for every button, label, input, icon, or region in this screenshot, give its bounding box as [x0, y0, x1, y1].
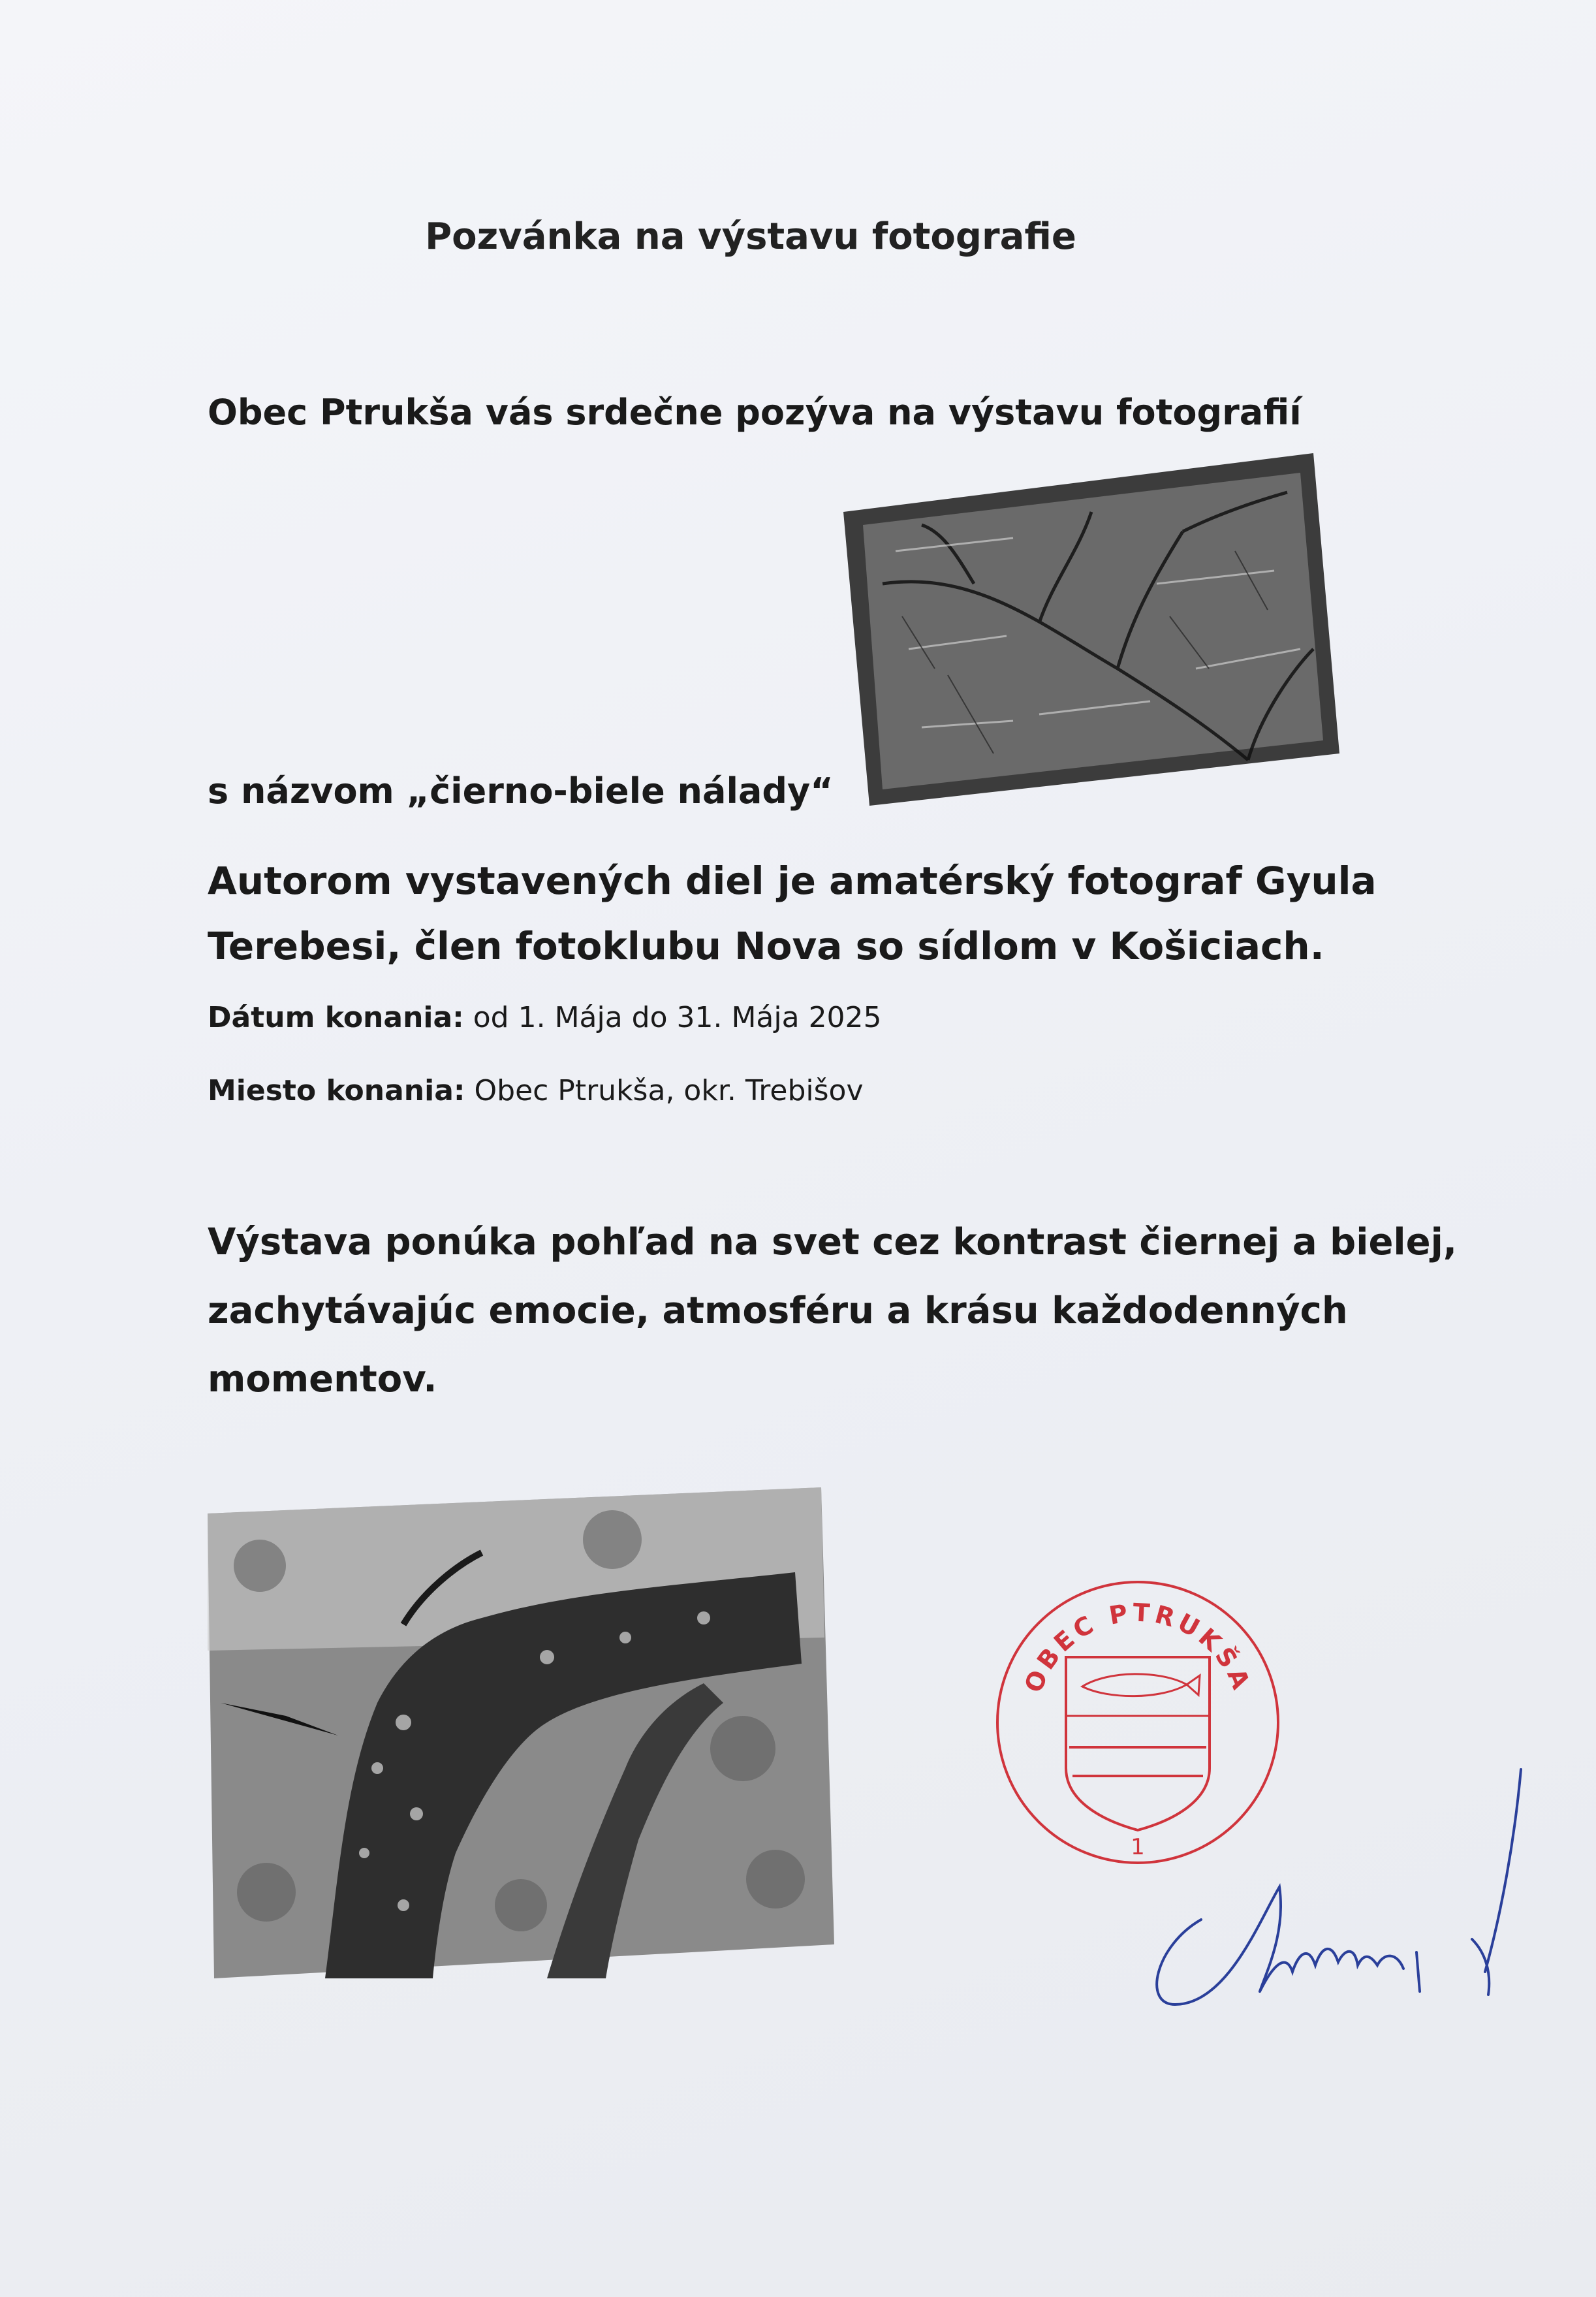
bw-tree-branches-photo [843, 453, 1339, 806]
bw-tree-trunk-photo [208, 1487, 834, 1978]
description-line-2: zachytávajúc emocie, atmosféru a krásu každodenných [208, 1290, 1348, 1332]
date-label: Dátum konania: [208, 1001, 464, 1034]
description-line-3: momentov. [208, 1358, 437, 1401]
handwritten-signature [1129, 1756, 1560, 2018]
place-label: Miesto konania: [208, 1074, 465, 1107]
stamp-number: 1 [1131, 1834, 1145, 1860]
invite-line: Obec Ptrukša vás srdečne pozýva na výstavu fotografií [208, 392, 1302, 433]
place-value: Obec Ptrukša, okr. Trebišov [474, 1074, 864, 1107]
author-line-1: Autorom vystavených diel je amatérský fotograf Gyula [208, 859, 1377, 903]
stamp-text: OBEC PTRUKŠA [1018, 1598, 1257, 1697]
event-date [208, 1001, 882, 1034]
event-place [208, 1074, 863, 1107]
author-line-2: Terebesi, člen fotoklubu Nova so sídlom v Košiciach. [208, 924, 1324, 968]
date-value: od 1. Mája do 31. Mája 2025 [473, 1001, 882, 1034]
description-line-1: Výstava ponúka pohľad na svet cez kontrast čiernej a bielej, [208, 1221, 1458, 1263]
exhibition-name: s názvom „čierno-biele nálady“ [208, 770, 834, 812]
svg-text:OBEC PTRUKŠA [1019, 1598, 1257, 1696]
page-title: Pozvánka na výstavu fotografie [425, 215, 1076, 258]
